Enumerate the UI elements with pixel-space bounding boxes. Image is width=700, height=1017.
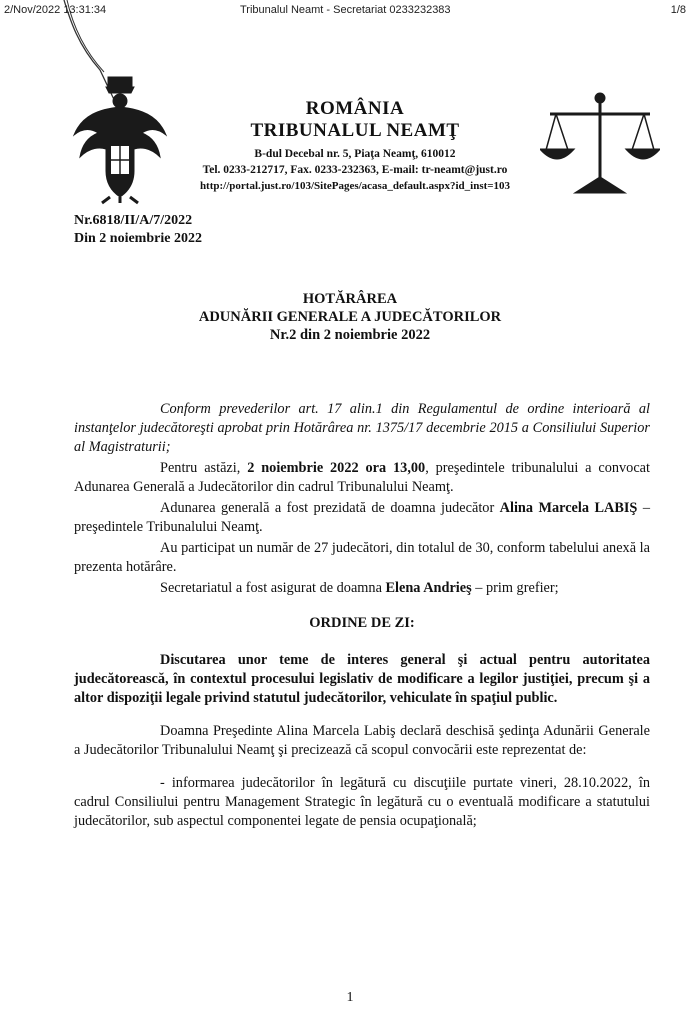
agenda-text: Discutarea unor teme de interes general şi actual pentru autoritatea judecătorească, în contextul procesului legislativ de modificare a legilor justiţiei, precum şi a altor dispoziţii legale privind statutul judecătorilor, vehiculate în spaţiul public. (74, 652, 650, 706)
clerk-name: Elena Andrieş (385, 580, 472, 596)
page-number: 1 (346, 990, 354, 1005)
paragraph-secretariat (74, 579, 650, 598)
title-line-3: Nr.2 din 2 noiembrie 2022 (269, 327, 431, 343)
meeting-datetime: 2 noiembrie 2022 ora 13,00 (247, 460, 426, 476)
agenda-heading: ORDINE DE ZI: (309, 615, 415, 631)
registration-date: Din 2 noiembrie 2022 (74, 231, 202, 246)
title-line-2: ADUNĂRII GENERALE A JUDECĂTORILOR (198, 309, 502, 325)
letterhead (160, 98, 550, 194)
president-name: Alina Marcela LABIŞ (499, 500, 638, 516)
text: Pentru astăzi, (160, 460, 248, 476)
paragraph-convocation (74, 459, 650, 497)
court-address: B-dul Decebal nr. 5, Piaţa Neamţ, 610012 (254, 148, 456, 160)
court-name: TRIBUNALUL NEAMŢ (250, 120, 460, 141)
text: Secretariatul a fost asigurat de doamna (160, 580, 386, 596)
document-title (0, 290, 700, 344)
paragraph-item-1: - informarea judecătorilor în legătură cu discuţiile purtate vineri, 28.10.2022, în cadrul Consiliului pentru Management Strategic în legătură cu o eventuală modificare a statutului judecătorilor, sub aspectul componentei legate de pensia ocupaţională; (74, 775, 650, 829)
text: – prim grefier; (471, 580, 559, 596)
title-line-1: HOTĂRÂREA (302, 291, 398, 307)
fax-datetime: 2/Nov/2022 13:31:34 (4, 4, 107, 16)
text: – preşedintele Tribunalului Neamţ. (74, 500, 650, 535)
scales-of-justice-icon (540, 88, 660, 198)
fax-page-count: 1/8 (670, 4, 686, 16)
paragraph-legal-basis: Conform prevederilor art. 17 alin.1 din Regulamentul de ordine interioară al instanţelor judecătoreşti aprobat prin Hotărârea nr. 1375/17 decembrie 2015 a Consiliului Superior al Magistraturii; (74, 401, 650, 455)
coat-of-arms-icon (70, 75, 170, 205)
text: , preşedintele tribunalului a convocat Adunarea Generală a Judecătorilor din cadrul Tribunalului Neamţ. (74, 460, 650, 495)
paragraph-attendance: Au participat un număr de 27 judecători, din totalul de 30, conform tabelului anexă la prezenta hotărâre. (74, 540, 650, 575)
paragraph-presiding (74, 499, 650, 537)
country-name: ROMÂNIA (305, 98, 405, 119)
paragraph-opening: Doamna Preşedinte Alina Marcela Labiş declară deschisă şedinţa Adunării Generale a Judecătorilor Tribunalului Neamţ şi precizează că scopul convocării este reprezentat de: (74, 723, 650, 758)
text: Adunarea generală a fost prezidată de doamna judecător (160, 500, 500, 516)
court-url: http://portal.just.ro/103/SitePages/acasa_default.aspx?id_inst=103 (199, 180, 511, 192)
document-body (74, 400, 650, 833)
court-contact: Tel. 0233-212717, Fax. 0233-232363, E-mail: tr-neamt@just.ro (202, 164, 508, 176)
registration-number: Nr.6818/II/A/7/2022 (74, 213, 193, 228)
document-reference (74, 212, 202, 248)
fax-sender: Tribunalul Neamt - Secretariat 0233232383 (240, 4, 451, 16)
